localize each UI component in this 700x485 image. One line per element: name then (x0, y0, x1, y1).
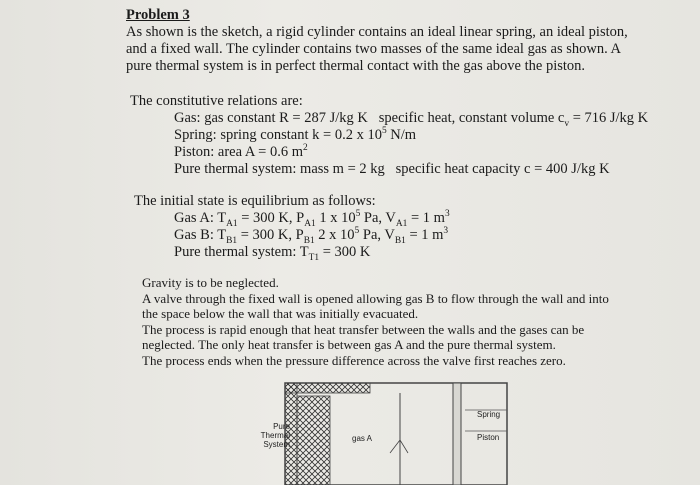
gas-a-state: Gas A: $T_{A1} = 300$ K, $P_{A1}$ 1 x $10^5$ Pa, $V_{A1} = 1$ $m^3$ (174, 209, 450, 229)
spring-relation: Spring: spring constant k = 0.2 x $10^5$ N/m (174, 126, 417, 143)
thermal-relation: Pure thermal system: mass m = 2 kg specific heat capacity c = 400 J/kg K (174, 161, 610, 177)
constitutive-heading: The constitutive relations are: (130, 93, 303, 109)
thermal-system-top (285, 383, 370, 393)
spring-label: Spring (477, 410, 501, 419)
gas-a-label: gas A (352, 434, 373, 443)
process-description (142, 275, 642, 368)
pure-thermal-system-label: Pure Thermal System (260, 422, 290, 449)
process-line: the space below the wall that was initially evacuated. (142, 306, 419, 321)
intro-line: As shown is the sketch, a rigid cylinder contains an ideal linear spring, an ideal piston, (126, 24, 628, 40)
piston-label: Piston (477, 433, 500, 442)
process-line: neglected. The only heat transfer is between gas A and the pure thermal system. (142, 337, 556, 352)
intro-line: pure thermal system is in perfect thermal contact with the gas above the piston. (126, 58, 586, 74)
thermal-state: Pure thermal system: $T_{T1} = 300$ K (174, 244, 371, 263)
process-line: The process ends when the pressure difference across the valve first reaches zero. (142, 352, 566, 368)
process-line: The process is rapid enough that heat transfer between the walls and the gases can be (142, 321, 585, 337)
pure-thermal-system-block (297, 396, 330, 485)
gas-b-state: Gas B: $T_{B1} = 300$ K, $P_{B1}$ 2 x $10^5$ Pa, $V_{B1} = 1$ $m^3$ (174, 226, 449, 246)
intro-line: and a fixed wall. The cylinder contains two masses of the same ideal gas as shown. A (126, 41, 622, 57)
process-line: A valve through the fixed wall is opened allowing gas B to flow through the wall and into (142, 290, 609, 306)
initial-state (134, 193, 694, 261)
problem-title: Problem 3 (126, 7, 190, 23)
piston-relation: Piston: area A = 0.6 $m^2$ (174, 143, 308, 160)
constitutive-relations (130, 93, 690, 178)
problem-intro (126, 7, 686, 75)
initial-heading: The initial state is equilibrium as follows: (134, 193, 376, 209)
process-line: Gravity is to be neglected. (142, 275, 279, 290)
fixed-wall (453, 383, 461, 485)
gas-relation: Gas: gas constant R = 287 J/kg K specific heat, constant volume $c_v = 716$ J/kg K (174, 110, 649, 129)
